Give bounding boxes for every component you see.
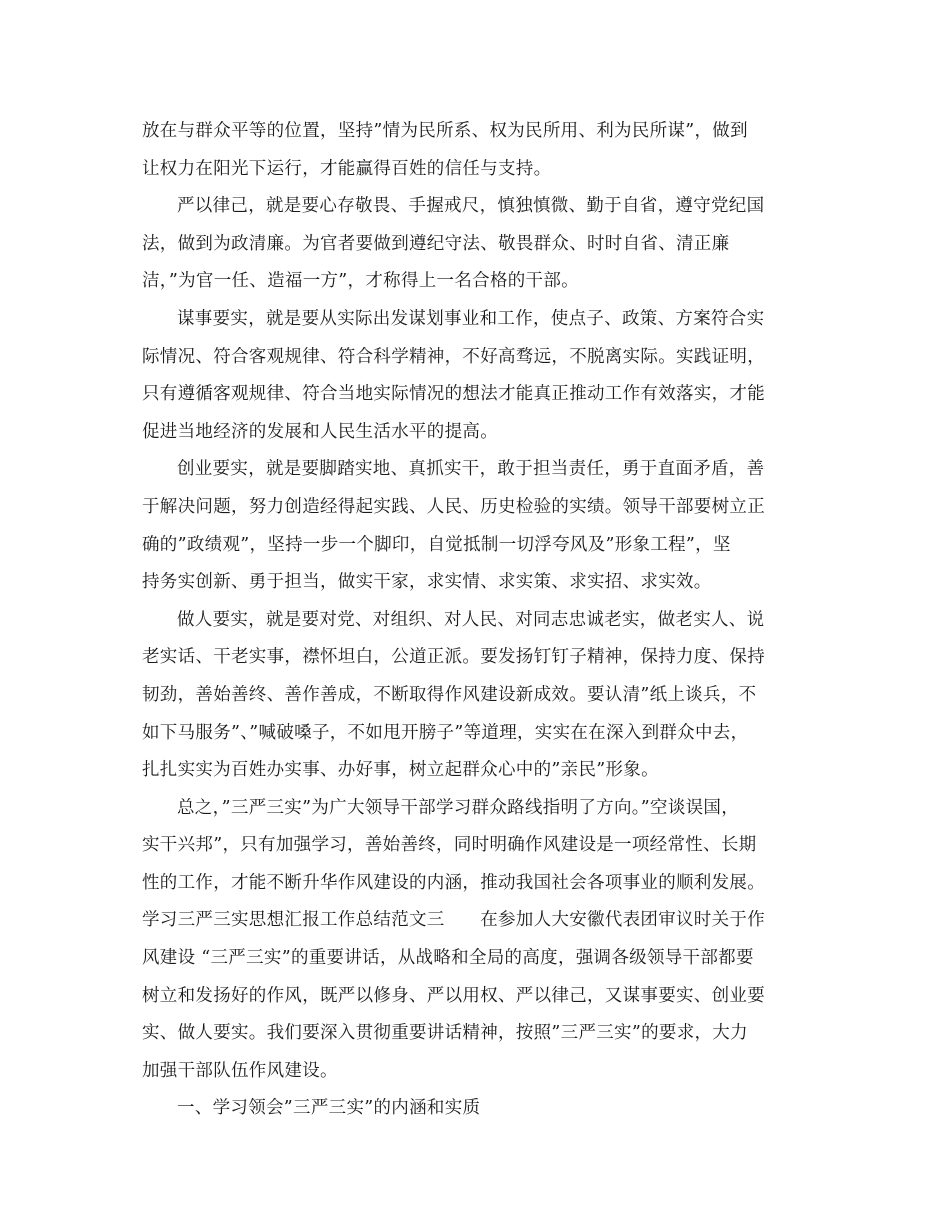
- text-line: 于解决问题，努力创造经得起实践、人民、历史检验的实绩。领导干部要树立正: [142, 496, 765, 517]
- text-line: 加强干部队伍作风建设。: [142, 1060, 338, 1081]
- text-line: 树立和发扬好的作风，既严以修身、严以用权、严以律己，又谋事要实、创业要: [142, 985, 765, 1006]
- text-line: 法，做到为政清廉。为官者要做到遵纪守法、敬畏群众、时时自省、清正廉: [142, 233, 730, 254]
- text-line: 谋事要实，就是要从实际出发谋划事业和工作，使点子、政策、方案符合实: [177, 308, 765, 329]
- text-line: 学习三严三实思想汇报工作总结范文三 在参加人大安徽代表团审议时关于作: [142, 910, 765, 931]
- text-line: 让权力在阳光下运行，才能赢得百姓的信任与支持。: [142, 158, 552, 179]
- document-body-text: [142, 113, 810, 1128]
- text-line: 扎扎实实为百姓办实事、办好事，树立起群众心中的”亲民”形象。: [142, 760, 659, 781]
- text-line: 持务实创新、勇于担当，做实干家，求实情、求实策、求实招、求实效。: [142, 572, 712, 593]
- text-line: 实、做人要实。我们要深入贯彻重要讲话精神，按照”三严三实”的要求，大力: [142, 1023, 748, 1044]
- text-line: 促进当地经济的发展和人民生活水平的提高。: [142, 421, 498, 442]
- text-line: 一、学习领会”三严三实”的内涵和实质: [177, 1098, 481, 1119]
- text-line: 如下马服务”、”喊破嗓子，不如甩开膀子”等道理，实实在在深入到群众中去，: [142, 722, 749, 743]
- text-line: 韧劲，善始善终、善作善成，不断取得作风建设新成效。要认清”纸上谈兵，不: [142, 684, 757, 705]
- text-line: 严以律己，就是要心存敬畏、手握戒尺，慎独慎微、勤于自省，遵守党纪国: [177, 196, 765, 217]
- text-line: 洁，”为官一任、造福一方”，才称得上一名合格的干部。: [142, 271, 579, 292]
- text-line: 性的工作，才能不断升华作风建设的内涵，推动我国社会各项事业的顺利发展。: [142, 872, 765, 893]
- text-line: 做人要实，就是要对党、对组织、对人民、对同志忠诚老实，做老实人、说: [177, 609, 765, 630]
- text-line: 实干兴邦”，只有加强学习，善始善终，同时明确作风建设是一项经常性、长期: [142, 835, 757, 856]
- text-line: 确的”政绩观”，坚持一步一个脚印，自觉抵制一切浮夸风及”形象工程”，坚: [142, 534, 731, 555]
- text-line: 放在与群众平等的位置，坚持”情为民所系、权为民所用、利为民所谋”，做到: [142, 121, 748, 141]
- text-line: 际情况、符合客观规律、符合科学精神，不好高骛远，不脱离实际。实践证明，: [142, 346, 765, 367]
- text-line: 总之，”三严三实”为广大领导干部学习群众路线指明了方向。”空谈误国，: [177, 797, 740, 818]
- text-line: 老实话、干老实事，襟怀坦白，公道正派。要发扬钉钉子精神，保持力度、保持: [142, 647, 765, 668]
- text-line: 创业要实，就是要脚踏实地、真抓实干，敢于担当责任，勇于直面矛盾，善: [177, 459, 765, 480]
- text-line: 风建设 “三严三实”的重要讲话，从战略和全局的高度，强调各级领导干部都要: [142, 948, 754, 969]
- text-line: 只有遵循客观规律、符合当地实际情况的想法才能真正推动工作有效落实，才能: [142, 384, 765, 405]
